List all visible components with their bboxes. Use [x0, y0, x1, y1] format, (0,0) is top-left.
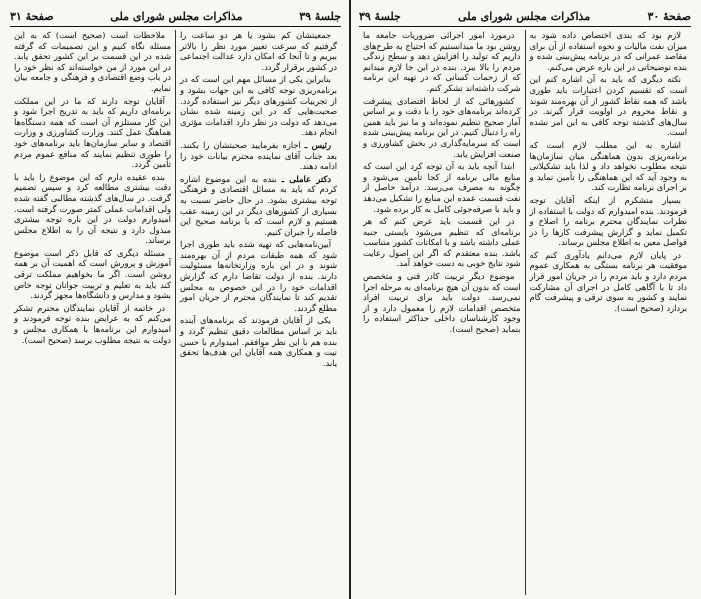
paragraph: آیین‌نامه‌هایی که تهیه شده باید طوری اجرا شود که همه طبقات مردم از آن بهره‌مند شوند و در این باره وزارتخانه‌ها مسئولیت دارند. بنده از دولت تقاضا دارم که گزارش اقدامات خود را در این خصوص به مجلس تقدیم کند تا نمایندگان محترم از جریان امور مطلع گردند. [180, 239, 337, 313]
paragraph: بنابراین یکی از مسائل مهم این است که در برنامه‌ریزی توجه کافی به این جهات بشود و از تجربیات کشورهای دیگر نیز استفاده گردد. صحبت‌هایی که در این زمینه شده نشان می‌دهد که دولت در نظر دارد اقدامات مؤثری انجام دهد. [180, 74, 337, 138]
paragraph: موضوع دیگر تربیت کادر فنی و متخصص است که بدون آن هیچ برنامه‌ای به مرحله اجرا نمی‌رسد. دولت باید برای تربیت افراد متخصص اقدامات لازم را معمول دارد و از وجود کارشناسان داخلی حداکثر استفاده را بنماید (صحیح است). [363, 271, 521, 335]
left-page-header [10, 6, 341, 27]
right-page-columns [359, 30, 691, 595]
right-page [351, 0, 701, 599]
paragraph: مسئله دیگری که قابل ذکر است موضوع آموزش و پرورش است که اهمیت آن بر همه روشن است. اگر ما بخواهیم مملکت ترقی کند باید به تعلیم و تربیت جوانان توجه خاص بشود و مدارس و دانشگاه‌ها مجهز گردند. [14, 247, 171, 301]
right-page-number: صفحهٔ ۳۰ [647, 9, 691, 23]
paragraph: لازم بود که بندی اختصاص داده شود به میزان نفت مالیات و نحوه استفاده از آن برای مقاصد عمرانی که در برنامه پیش‌بینی شده و بنده توضیحاتی در این باره عرض می‌کنم. [529, 30, 687, 72]
right-page-header [359, 6, 691, 27]
right-session-label: جلسهٔ ۳۹ [359, 9, 401, 23]
paragraph: در خاتمه از آقایان نمایندگان محترم تشکر می‌کنم که به عرایض بنده توجه فرمودند و امیدوارم این برنامه‌ها با همکاری مجلس و دولت به نتیجه مطلوب برسد (صحیح است). [14, 302, 171, 345]
paragraph: بسیار متشکرم از اینکه آقایان توجه فرمودند. بنده امیدوارم که دولت با استفاده از نظرات نمایندگان محترم برنامه را اصلاح و تکمیل نماید و گزارش پیشرفت کارها را در فواصل معین به اطلاع مجلس برساند. [529, 194, 687, 248]
paragraph: ابتدا آنچه باید به آن توجه کرد این است که منابع مالی برنامه از کجا تأمین می‌شود و چگونه به مصرف می‌رسد. درآمد حاصل از نفت قسمت عمده این منابع را تشکیل می‌دهد و باید با صرفه‌جوئی کامل به کار برده شود. [363, 161, 521, 214]
left-page-number: صفحهٔ ۳۱ [10, 9, 54, 23]
left-session-label: جلسهٔ ۳۹ [299, 9, 341, 23]
left-page-column-right [176, 30, 341, 595]
paragraph: رئیس ـ اجازه بفرمایید صحبتشان را بکنند. بعد جناب آقای نماینده محترم بیانات خود را ادامه دهند. [180, 139, 337, 172]
paragraph: یکی از آقایان فرمودند که برنامه‌های آینده باید بر اساس مطالعات دقیق تنظیم گردد و بنده هم با این نظر موافقم. امیدوارم با حسن نیت و همکاری همه آقایان این هدف‌ها تحقق یابد. [180, 315, 337, 368]
paragraph: نکته دیگری که باید به آن اشاره کنم این است که تقسیم کردن اعتبارات باید طوری باشد که همه نقاط کشور از آن بهره‌مند شوند و نقاط محروم در اولویت قرار گیرند. در سال‌های گذشته توجه کافی به این امر نشده است. [529, 74, 687, 138]
left-page-column-left [10, 30, 176, 595]
paragraph: در این قسمت باید عرض کنم که هر برنامه‌ای که تنظیم می‌شود بایستی جنبه عملی داشته باشد و با امکانات کشور متناسب باشد. بنده معتقدم که اگر این اصول رعایت شود نتایج خوبی به دست خواهد آمد. [363, 216, 521, 269]
right-header-title: مذاکرات مجلس شورای ملی [458, 9, 591, 23]
paragraph: بنده عقیده دارم که این موضوع را باید با دقت بیشتری مطالعه کرد و سپس تصمیم گرفت. در سال‌های گذشته مطالبی گفته شده ولی اقدامات عملی کمتر صورت گرفته است. امیدوارم دولت در این باره توجه بیشتری مبذول دارد و نتیجه آن را به اطلاع مجلس برساند. [14, 171, 171, 246]
paragraph: کشورهائی که از لحاظ اقتصادی پیشرفت کرده‌اند برنامه‌های خود را با دقت و بر اساس آمار صحیح تنظیم نموده‌اند و ما نیز باید همین راه را دنبال کنیم. در این برنامه پیش‌بینی شده است که سرمایه‌گذاری در بخش کشاورزی و صنعت افزایش یابد. [363, 95, 521, 159]
paragraph: درمورد امور اجرائی ضروریات جامعه ما روشن بود ما میدانستیم که احتیاج به طرح‌های داریم که تولید را افزایش دهد و سطح زندگی مردم را بالا ببرد. بنده در این جا لازم میدانم که از زحمات کسانی که در تهیه این برنامه شرکت داشته‌اند تشکر کنم. [363, 30, 521, 93]
paragraph: دکتر عاملی ـ بنده به این موضوع اشاره کردم که باید به مسائل اقتصادی و فرهنگی توجه بیشتری بشود. در حال حاضر نسبت به بسیاری از کشورهای دیگر در این زمینه عقب هستیم و لازم است که با برنامه صحیح این فاصله را جبران کنیم. [180, 173, 337, 237]
paragraph: ملاحظات است (صحیح است) که به این مسئله نگاه کنیم و این تصمیمات که گرفته شده در این قسمت بر این کشور تحقق یابد. در این مورد از من خواسته‌اند که نظر خود را در باب وضع اقتصادی و فرهنگی و جامعه بیان نمایم. [14, 30, 171, 93]
paragraph: اشاره به این مطلب لازم است که برنامه‌ریزی بدون هماهنگی میان سازمان‌ها نتیجه مطلوب نخواهد داد و لذا باید تشکیلاتی به وجود آید که این هماهنگی را تأمین نماید و بر اجرای برنامه نظارت کند. [529, 139, 687, 193]
left-page-columns [10, 30, 341, 595]
right-page-column-left [359, 30, 526, 595]
left-page [0, 0, 349, 599]
right-page-column-right [526, 30, 692, 595]
paragraph: آقایان توجه دارند که ما در این مملکت برنامه‌ای داریم که باید به تدریج اجرا شود و این کار مستلزم آن است که همه دستگاه‌ها هماهنگ عمل کنند. وزارت کشاورزی و وزارت اقتصاد و سایر سازمان‌ها باید برنامه‌های خود را طوری تنظیم نمایند که منافع عموم مردم تأمین گردد. [14, 95, 171, 170]
left-header-title: مذاکرات مجلس شورای ملی [110, 9, 243, 23]
paragraph: در پایان لازم می‌دانم یادآوری کنم که موفقیت هر برنامه بستگی به همکاری عموم مردم دارد و باید مردم را در جریان امور قرار داد تا با آگاهی کامل در اجرای آن مشارکت نمایند و کشور به سوی ترقی و پیشرفت گام بردارد (صحیح است). [529, 249, 687, 313]
paragraph: جمعیتشان کم بشود یا هر دو ساعت را گرفتیم که سرعت تغییر مورد نظر را بالاتر ببریم و تا آنجا که امکان دارد عدالت اجتماعی در کشور برقرار گردد. [180, 30, 337, 72]
